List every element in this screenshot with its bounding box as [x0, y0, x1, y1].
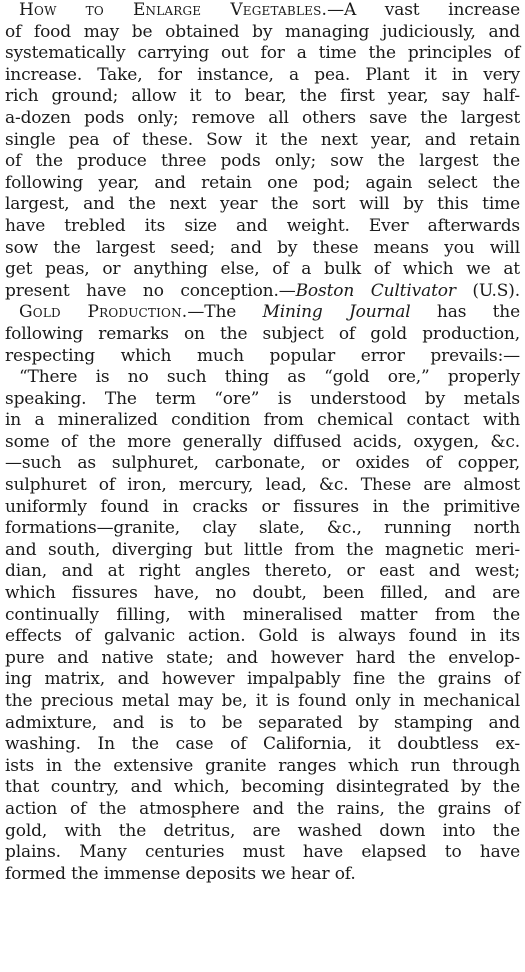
article-2-line: —such as sulphuret, carbonate, or oxides of copper,: [5, 453, 520, 474]
article-2-line: respecting which much popular error prevails:—: [5, 345, 520, 366]
article-1-title: How to Enlarge Vegetables.: [19, 0, 328, 20]
article-2-line: the precious metal may be, it is found only in mechanical: [5, 691, 520, 711]
article-2-line: admixture, and is to be separated by stamping and: [5, 712, 520, 733]
article-1-last-line: [5, 281, 520, 303]
article-2-line: ing matrix, and however impalpably fine the grains of: [5, 669, 520, 690]
article-1-line: largest, and the next year the sort will by this time: [5, 194, 520, 215]
article-2-line: ists in the extensive granite ranges which run through: [5, 755, 520, 776]
article-2-line: which fissures have, no doubt, been filled, and are: [5, 583, 520, 604]
article-2-line: formed the immense deposits we hear of.: [5, 863, 356, 884]
article-1-line: increase. Take, for instance, a pea. Plant it in very: [5, 64, 520, 85]
article-2-line: effects of galvanic action. Gold is always found in its: [5, 626, 520, 647]
article-2-line: that country, and which, becoming disintegrated by the: [5, 777, 520, 798]
article-2-line: following remarks on the subject of gold production,: [5, 323, 520, 344]
article-1-lead: —A vast increase: [327, 0, 520, 20]
article-2-line: action of the atmosphere and the rains, the grains of: [5, 798, 520, 819]
article-1-line: following year, and retain one pod; again select the: [5, 172, 520, 193]
article-2-line: some of the more generally diffused acids, oxygen, &c.: [5, 431, 520, 452]
article-1-line: systematically carrying out for a time the principles of: [5, 43, 520, 64]
article-2-line: continually filling, with mineralised matter from the: [5, 604, 520, 625]
article-2-line: formations—granite, clay slate, &c., running north: [5, 518, 520, 539]
article-1-line: get peas, or anything else, of a bulk of which we at: [5, 259, 520, 280]
article-1-line: sow the largest seed; and by these means you will: [5, 237, 520, 258]
article-1-line: single pea of these. Sow it the next year, and retain: [5, 129, 520, 150]
article-2-title-suffix: —The: [187, 302, 263, 323]
article-2-line: and south, diverging but little from the magnetic meri-: [5, 539, 520, 560]
article-2-line: speaking. The term “ore” is understood by metals: [5, 388, 520, 409]
article-2-journal: Mining Journal: [262, 302, 411, 323]
article-2-line: plains. Many centuries must have elapsed to have: [5, 842, 520, 863]
newspaper-column: [5, 0, 520, 885]
article-2-line: washing. In the case of California, it doubtless ex-: [5, 734, 520, 755]
article-1-line: of the produce three pods only; sow the largest the: [5, 151, 520, 172]
article-2-line: “There is no such thing as “gold ore,” properly: [19, 367, 520, 388]
article-1-closing-text: present have no conception.—: [5, 280, 296, 301]
article-1-source-suffix: (U.S).: [455, 280, 520, 301]
article-1-line: of food may be obtained by managing judiciously, and: [5, 21, 520, 42]
article-2-line: gold, with the detritus, are washed down into the: [5, 820, 520, 841]
article-2-line: in a mineralized condition from chemical contact with: [5, 410, 520, 431]
article-1-line: have trebled its size and weight. Ever afterwards: [5, 215, 520, 236]
article-1-line: a-dozen pods only; remove all others save the largest: [5, 107, 520, 128]
article-1-source: Boston Cultivator: [295, 280, 456, 301]
article-2-first-line-end: has the: [410, 302, 520, 323]
article-2-line: uniformly found in cracks or fissures in the primitive: [5, 496, 520, 517]
article-2-line: dian, and at right angles thereto, or east and west;: [5, 561, 520, 582]
article-2-line: sulphuret of iron, mercury, lead, &c. These are almost: [5, 475, 520, 496]
article-1-line: rich ground; allow it to bear, the first year, say half-: [5, 86, 520, 107]
article-2-line: pure and native state; and however hard the envelop-: [5, 647, 520, 668]
article-1-line-1: [5, 0, 520, 22]
article-2-title: Gold Production.: [19, 302, 188, 323]
article-2-line-1: [5, 302, 520, 324]
